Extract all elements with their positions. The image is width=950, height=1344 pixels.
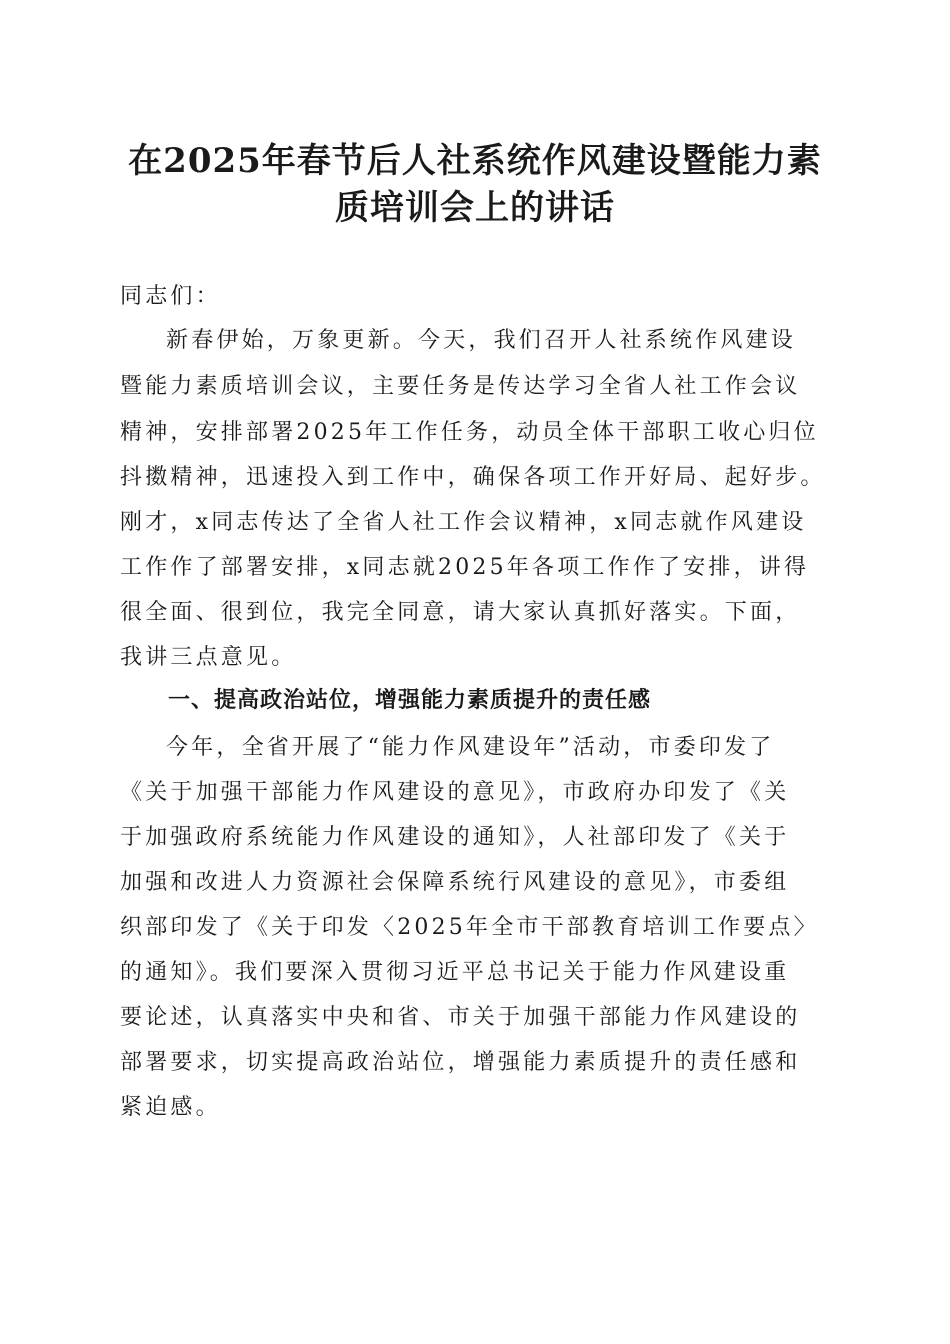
paragraph-line: 我讲三点意见。: [120, 645, 297, 670]
paragraph-line: 抖擞精神，迅速投入到工作中，确保各项工作开好局、起好步。: [120, 465, 826, 490]
section-1-heading: 一、提高政治站位，增强能力素质提升的责任感: [168, 688, 652, 713]
paragraph-line: 要论述，认真落实中央和省、市关于加强干部能力作风建设的: [120, 1005, 801, 1030]
paragraph-line: 部署要求，切实提高政治站位，增强能力素质提升的责任感和: [120, 1050, 801, 1075]
paragraph-line: 暨能力素质培训会议，主要任务是传达学习全省人社工作会议: [120, 374, 801, 399]
paragraph-line: 工作作了部署安排，x同志就2025年各项工作作了安排，讲得: [120, 555, 810, 580]
paragraph-line: 新春伊始，万象更新。今天，我们召开人社系统作风建设: [166, 328, 797, 353]
paragraph-line: 《关于加强干部能力作风建设的意见》，市政府办印发了《关: [120, 780, 790, 805]
paragraph-line: 紧迫感。: [120, 1095, 221, 1120]
paragraph-line: 刚才，x同志传达了全省人社工作会议精神，x同志就作风建设: [120, 510, 807, 535]
paragraph-line: 的通知》。我们要深入贯彻习近平总书记关于能力作风建设重: [120, 960, 790, 985]
paragraph-line: 加强和改进人力资源社会保障系统行风建设的意见》，市委组: [120, 870, 790, 895]
document-title-line-2: 质培训会上的讲话: [335, 188, 615, 228]
paragraph-line: 精神，安排部署2025年工作任务，动员全体干部职工收心归位: [120, 420, 819, 445]
paragraph-line: 今年，全省开展了“能力作风建设年”活动，市委印发了: [166, 735, 775, 760]
salutation: 同志们：: [120, 284, 221, 309]
document-title-line-1: 在2025年春节后人社系统作风建设暨能力素: [128, 141, 822, 181]
paragraph-line: 于加强政府系统能力作风建设的通知》，人社部印发了《关于: [120, 825, 790, 850]
paragraph-line: 很全面、很到位，我完全同意，请大家认真抓好落实。下面，: [120, 600, 801, 625]
paragraph-line: 织部印发了《关于印发〈2025年全市干部教育培训工作要点〉: [120, 915, 819, 940]
